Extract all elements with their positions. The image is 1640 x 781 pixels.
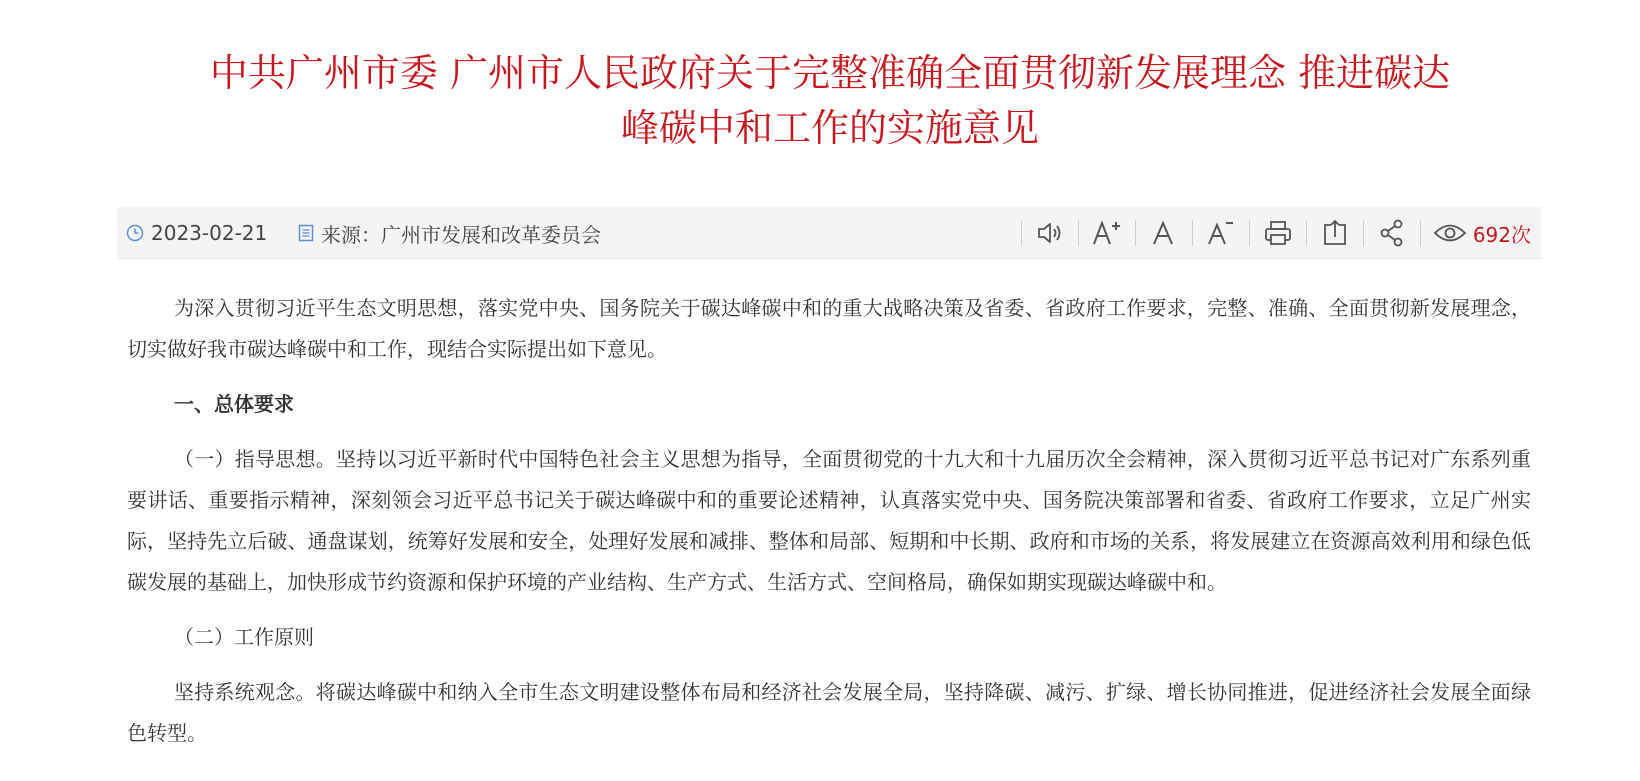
article-title <box>120 46 1540 156</box>
read-aloud-button[interactable] <box>1034 217 1066 249</box>
views-count: 692次 <box>1472 222 1531 247</box>
section-heading: 一、总体要求 <box>174 392 294 416</box>
toolbar-divider <box>1249 220 1250 246</box>
font-decrease-icon <box>1206 219 1236 247</box>
document-icon <box>298 224 314 242</box>
article-title-line2: 峰碳中和工作的实施意见 <box>620 106 1039 150</box>
subsection-heading: （二）工作原则 <box>174 625 314 649</box>
article-toolbar <box>1009 207 1531 259</box>
font-default-icon <box>1151 219 1177 247</box>
eye-icon <box>1433 222 1467 244</box>
audio-icon <box>1036 221 1064 245</box>
clock-icon <box>126 224 144 242</box>
toolbar-divider <box>1135 220 1136 246</box>
article-source <box>298 207 601 259</box>
font-default-button[interactable] <box>1148 217 1180 249</box>
font-increase-icon <box>1091 219 1123 247</box>
toolbar-divider <box>1078 220 1079 246</box>
article-source-text: 来源：广州市发展和改革委员会 <box>321 222 601 247</box>
article-paragraph-principle: 坚持系统观念。将碳达峰碳中和纳入全市生态文明建设整体布局和经济社会发展全局，坚持降碳、减污、扩绿、增长协同推进，促进经济社会发展全面绿色转型。 <box>127 680 1531 745</box>
article-paragraph-guiding: （一）指导思想。坚持以习近平新时代中国特色社会主义思想为指导，全面贯彻党的十九大和十九届历次全会精神，深入贯彻习近平总书记对广东系列重要讲话、重要指示精神，深刻领会习近平总书记关于碳达峰碳中和的重要论述精神，认真落实党中央、国务院决策部署和省委、省政府工作要求，立足广州实际，坚持先立后破、通盘谋划，统筹好发展和安全，处理好发展和减排、整体和局部、短期和中长期、政府和市场的关系，将发展建立在资源高效利用和绿色低碳发展的基础上，加快形成节约资源和保护环境的产业结构、生产方式、生活方式、空间格局，确保如期实现碳达峰碳中和。 <box>127 447 1531 594</box>
view-counter <box>1433 219 1531 248</box>
toolbar-divider <box>1192 220 1193 246</box>
toolbar-divider <box>1306 220 1307 246</box>
article-title-line1: 中共广州市委 广州市人民政府关于完整准确全面贯彻新发展理念 推进碳达 <box>209 51 1451 95</box>
font-increase-button[interactable] <box>1091 217 1123 249</box>
share-button[interactable] <box>1376 217 1408 249</box>
publish-date <box>126 207 267 259</box>
publish-date-text: 2023-02-21 <box>151 221 268 245</box>
article-meta-bar <box>117 207 1541 259</box>
article-paragraph-intro: 为深入贯彻习近平生态文明思想，落实党中央、国务院关于碳达峰碳中和的重大战略决策及省委、省政府工作要求，完整、准确、全面贯彻新发展理念，切实做好我市碳达峰碳中和工作，现结合实际提出如下意见。 <box>127 296 1531 361</box>
share-out-button[interactable] <box>1319 217 1351 249</box>
print-icon <box>1264 220 1292 246</box>
article-body <box>127 288 1531 768</box>
toolbar-divider <box>1420 220 1421 246</box>
font-decrease-button[interactable] <box>1205 217 1237 249</box>
toolbar-divider <box>1021 220 1022 246</box>
share-out-icon <box>1322 219 1348 247</box>
share-icon <box>1379 219 1405 247</box>
print-button[interactable] <box>1262 217 1294 249</box>
toolbar-divider <box>1363 220 1364 246</box>
